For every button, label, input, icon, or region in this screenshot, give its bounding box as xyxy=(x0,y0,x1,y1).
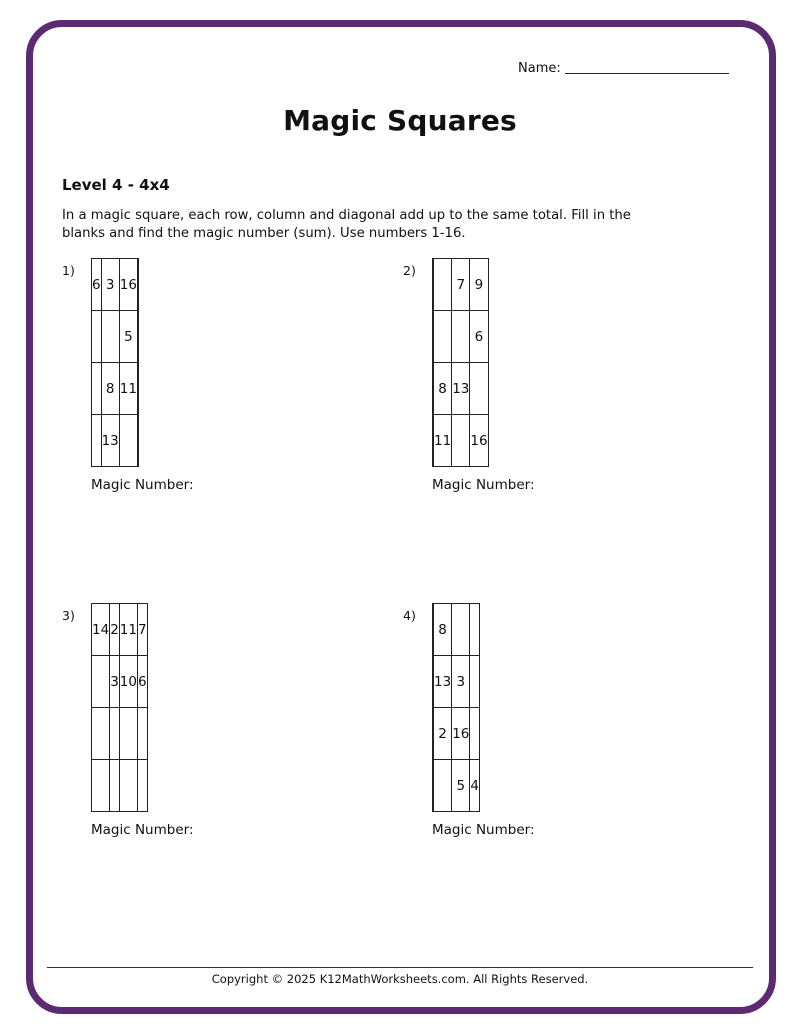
grid-cell[interactable]: 7 xyxy=(137,604,147,656)
grid-cell[interactable] xyxy=(137,415,138,467)
footer-divider xyxy=(47,967,753,968)
grid-cell[interactable]: 10 xyxy=(119,656,137,708)
grid-cell[interactable]: 16 xyxy=(119,259,137,311)
grid-cell[interactable]: 3 xyxy=(110,656,120,708)
grid-cell[interactable]: 3 xyxy=(101,259,119,311)
grid-row xyxy=(92,311,139,363)
grid-cell[interactable] xyxy=(452,415,470,467)
grid-cell[interactable]: 3 xyxy=(452,656,470,708)
grid-cell[interactable] xyxy=(434,259,452,311)
grid-row xyxy=(433,415,489,467)
magic-number-label: Magic Number: xyxy=(91,822,194,838)
grid-cell[interactable]: 2 xyxy=(110,604,120,656)
level-heading: Level 4 - 4x4 xyxy=(62,176,170,194)
copyright-text: Copyright © 2025 K12MathWorksheets.com. All Rights Reserved. xyxy=(211,972,589,986)
grid-cell[interactable] xyxy=(452,604,470,656)
grid-cell[interactable]: 6 xyxy=(470,311,488,363)
grid-cell[interactable]: 13 xyxy=(434,656,452,708)
grid-cell[interactable] xyxy=(92,760,110,812)
grid-cell[interactable]: 8 xyxy=(101,363,119,415)
grid-cell[interactable] xyxy=(110,760,120,812)
problem-number: 3) xyxy=(62,608,75,623)
grid-cell[interactable]: 7 xyxy=(452,259,470,311)
grid-cell[interactable]: 8 xyxy=(434,604,452,656)
grid-row xyxy=(92,708,148,760)
grid-row xyxy=(433,656,480,708)
magic-number-label: Magic Number: xyxy=(432,477,535,493)
grid-row xyxy=(92,604,148,656)
grid-row xyxy=(433,708,480,760)
grid-row xyxy=(433,604,480,656)
magic-square-grid xyxy=(432,258,489,467)
grid-cell[interactable] xyxy=(452,311,470,363)
grid-cell[interactable] xyxy=(434,311,452,363)
grid-cell[interactable]: 9 xyxy=(470,259,488,311)
problem-number: 1) xyxy=(62,263,75,278)
grid-cell[interactable] xyxy=(470,363,488,415)
page-border xyxy=(26,20,776,1014)
grid-cell[interactable] xyxy=(110,708,120,760)
grid-cell[interactable] xyxy=(119,708,137,760)
grid-cell[interactable] xyxy=(137,259,138,311)
grid-cell[interactable]: 13 xyxy=(101,415,119,467)
grid-cell[interactable]: 6 xyxy=(92,259,102,311)
grid-cell[interactable] xyxy=(470,656,480,708)
grid-row xyxy=(433,363,489,415)
grid-cell[interactable] xyxy=(119,760,137,812)
problem-number: 2) xyxy=(403,263,416,278)
grid-row xyxy=(92,760,148,812)
grid-cell[interactable]: 4 xyxy=(470,760,480,812)
magic-square-grid xyxy=(432,603,480,812)
grid-cell[interactable]: 16 xyxy=(452,708,470,760)
grid-row xyxy=(433,259,489,311)
grid-cell[interactable]: 11 xyxy=(119,604,137,656)
magic-square-grid xyxy=(91,258,139,467)
grid-row xyxy=(92,259,139,311)
grid-cell[interactable] xyxy=(470,708,480,760)
grid-cell[interactable] xyxy=(92,363,102,415)
grid-cell[interactable]: 6 xyxy=(137,656,147,708)
grid-cell[interactable] xyxy=(434,760,452,812)
grid-row xyxy=(92,656,148,708)
magic-number-label: Magic Number: xyxy=(432,822,535,838)
grid-row xyxy=(92,415,139,467)
magic-number-label: Magic Number: xyxy=(91,477,194,493)
grid-cell[interactable] xyxy=(92,311,102,363)
grid-cell[interactable] xyxy=(470,604,480,656)
grid-cell[interactable]: 11 xyxy=(434,415,452,467)
grid-cell[interactable]: 14 xyxy=(92,604,110,656)
grid-cell[interactable]: 16 xyxy=(470,415,488,467)
grid-cell[interactable]: 8 xyxy=(434,363,452,415)
grid-cell[interactable] xyxy=(137,760,147,812)
grid-cell[interactable] xyxy=(92,656,110,708)
grid-cell[interactable] xyxy=(92,708,110,760)
grid-cell[interactable] xyxy=(101,311,119,363)
name-field[interactable] xyxy=(518,61,729,76)
name-label: Name: xyxy=(518,61,561,76)
grid-cell[interactable]: 5 xyxy=(119,311,137,363)
grid-cell[interactable] xyxy=(119,415,137,467)
page-title: Magic Squares xyxy=(283,104,517,137)
grid-row xyxy=(433,311,489,363)
grid-cell[interactable] xyxy=(137,708,147,760)
grid-cell[interactable]: 13 xyxy=(452,363,470,415)
magic-square-grid xyxy=(91,603,148,812)
grid-cell[interactable] xyxy=(92,415,102,467)
grid-cell[interactable]: 5 xyxy=(452,760,470,812)
instructions-text: In a magic square, each row, column and diagonal add up to the same total. Fill in the blanks and find the magic number (sum). Use numbers 1-16. xyxy=(62,208,631,241)
grid-row xyxy=(433,760,480,812)
grid-cell[interactable] xyxy=(137,311,138,363)
problem-number: 4) xyxy=(403,608,416,623)
grid-row xyxy=(92,363,139,415)
grid-cell[interactable] xyxy=(137,363,138,415)
grid-cell[interactable]: 2 xyxy=(434,708,452,760)
grid-cell[interactable]: 11 xyxy=(119,363,137,415)
name-blank-line[interactable] xyxy=(565,73,729,74)
